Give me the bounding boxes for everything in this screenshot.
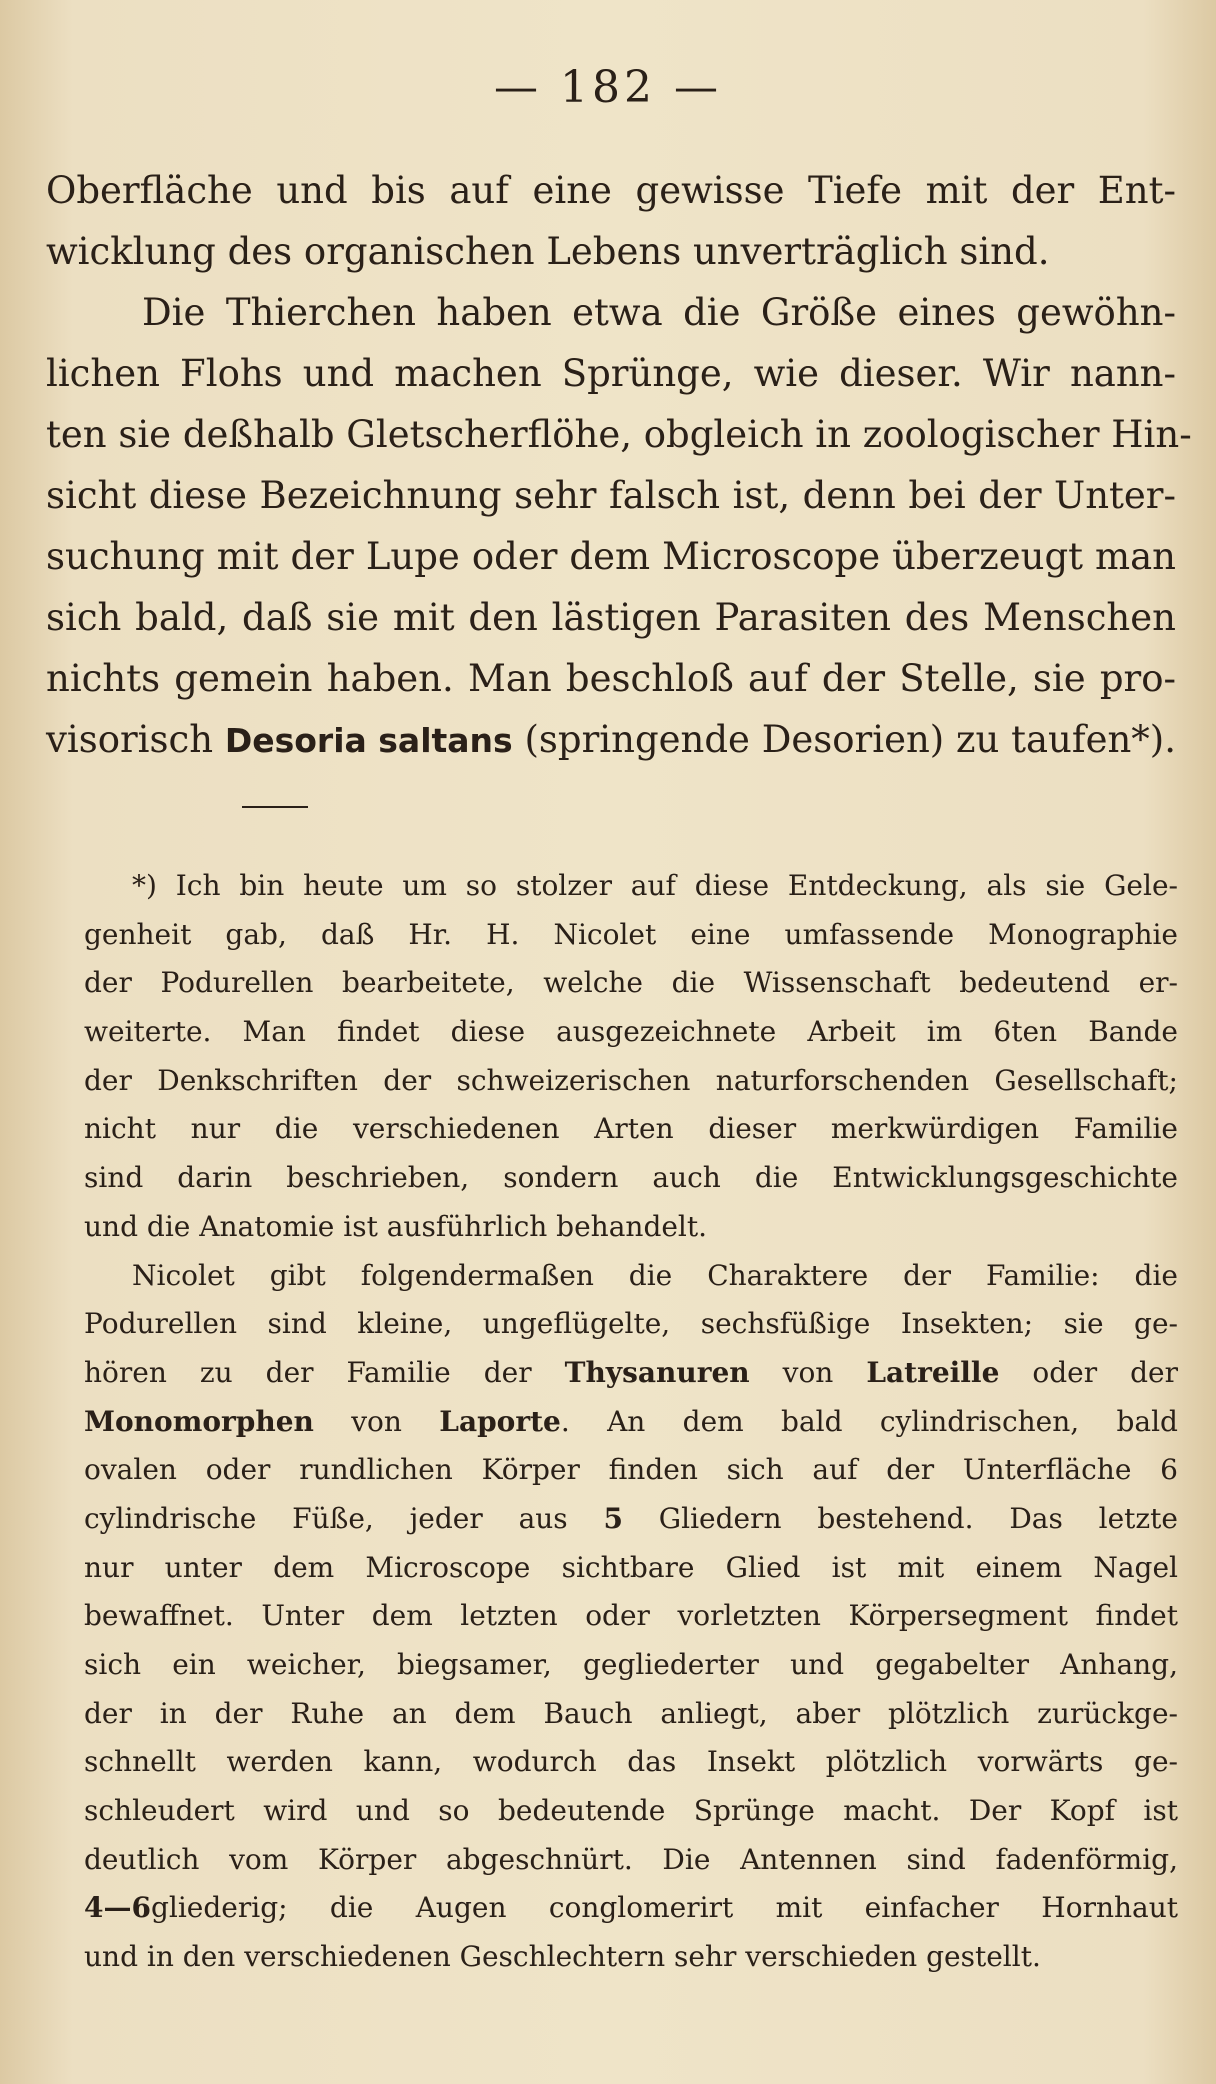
main-text-line: nichts gemein haben. Man beschloß auf der Stelle, sie pro- (46, 657, 1176, 700)
footnote-line: genheit gab, daß Hr. H. Nicolet eine umfassende Monographie (84, 917, 1178, 951)
footnote-block (84, 862, 1178, 1982)
text-run: . An dem bald cylindrischen, bald (560, 1404, 1178, 1438)
footnote-line: und die Anatomie ist ausführlich behandelt. (84, 1209, 708, 1243)
number: 4—6 (84, 1891, 151, 1925)
text-run: cylindrische Füße, jeder aus (84, 1501, 604, 1535)
main-text-block (46, 160, 1192, 770)
main-text-line: Oberfläche und bis auf eine gewisse Tiefe mit der Ent- (46, 169, 1176, 212)
footnote-line (84, 1495, 1178, 1544)
main-text-line: suchung mit der Lupe oder dem Microscope überzeugt man (46, 535, 1176, 578)
footnote-line: deutlich vom Körper abgeschnürt. Die Antennen sind fadenförmig, (84, 1842, 1178, 1876)
footnote-line: schleudert wird und so bedeutende Sprünge macht. Der Kopf ist (84, 1794, 1178, 1828)
page-number: — 182 — (494, 62, 722, 113)
footnote-line (84, 1884, 1178, 1933)
footnote-line: der Podurellen bearbeitete, welche die Wissenschaft bedeutend er- (84, 966, 1178, 1000)
footnote-line: schnellt werden kann, wodurch das Insekt plötzlich vorwärts ge- (84, 1745, 1178, 1779)
taxon-name: Monomorphen (84, 1404, 314, 1438)
author-name: Laporte (439, 1404, 561, 1438)
number: 5 (603, 1501, 623, 1535)
text-run: Gliedern bestehend. Das letzte (622, 1501, 1178, 1535)
footnote-line: und in den verschiedenen Geschlechtern sehr verschieden gestellt. (84, 1940, 1041, 1974)
footnote-line: der in der Ruhe an dem Bauch anliegt, aber plötzlich zurückge- (84, 1696, 1178, 1730)
footnote-line (84, 1398, 1178, 1447)
footnote-line: der Denkschriften der schweizerischen naturforschenden Gesellschaft; (84, 1063, 1178, 1097)
footnote-line: weiterte. Man findet diese ausgezeichnete Arbeit im 6ten Bande (84, 1015, 1178, 1049)
footnote-line (84, 1349, 1178, 1398)
text-run: oder der (999, 1355, 1178, 1389)
footnote-line: nur unter dem Microscope sichtbare Glied ist mit einem Nagel (84, 1550, 1178, 1584)
footnote-line: sich ein weicher, biegsamer, gegliederter und gegabelter Anhang, (84, 1648, 1178, 1681)
main-text-line: sich bald, daß sie mit den lästigen Parasiten des Menschen (46, 596, 1176, 639)
footnote-line: ovalen oder rundlichen Körper finden sich auf der Unterfläche 6 (84, 1453, 1178, 1487)
footnote-line: sind darin beschrieben, sondern auch die Entwicklungsgeschichte (84, 1161, 1178, 1195)
footnote-line: bewaffnet. Unter dem letzten oder vorletzten Körpersegment findet (84, 1599, 1178, 1633)
main-text-line: ten sie deßhalb Gletscherflöhe, obgleich in zoologischer Hin- (46, 413, 1192, 456)
main-text-line: Die Thierchen haben etwa die Größe eines gewöhn- (142, 291, 1176, 334)
text-run: gliederig; die Augen conglomerirt mit einfacher Hornhaut (150, 1891, 1178, 1925)
text-run: von (749, 1355, 867, 1389)
main-text-line: lichen Flohs und machen Sprünge, wie dieser. Wir nann- (46, 352, 1176, 395)
species-name: Desoria saltans (224, 721, 513, 760)
text-run: hören zu der Familie der (84, 1355, 565, 1389)
author-name: Latreille (866, 1355, 1000, 1389)
text-run: von (313, 1404, 440, 1438)
taxon-name: Thysanuren (564, 1355, 750, 1389)
footnote-line: nicht nur die verschiedenen Arten dieser merkwürdigen Familie (84, 1112, 1178, 1146)
footnote-divider (242, 806, 308, 808)
footnote-line: Nicolet gibt folgendermaßen die Charaktere der Familie: die (132, 1258, 1178, 1292)
text-run: visorisch (46, 718, 225, 761)
main-text-line: sicht diese Bezeichnung sehr falsch ist, denn bei der Unter- (46, 474, 1176, 517)
main-text-line-last (46, 709, 1176, 770)
main-text-line: wicklung des organischen Lebens unverträglich sind. (46, 230, 1050, 273)
footnote-line: Podurellen sind kleine, ungeflügelte, sechsfüßige Insekten; sie ge- (84, 1307, 1178, 1341)
footnote-line: *) Ich bin heute um so stolzer auf diese Entdeckung, als sie Gele- (132, 869, 1178, 902)
text-run: (springende Desorien) zu taufen*). (512, 718, 1176, 761)
